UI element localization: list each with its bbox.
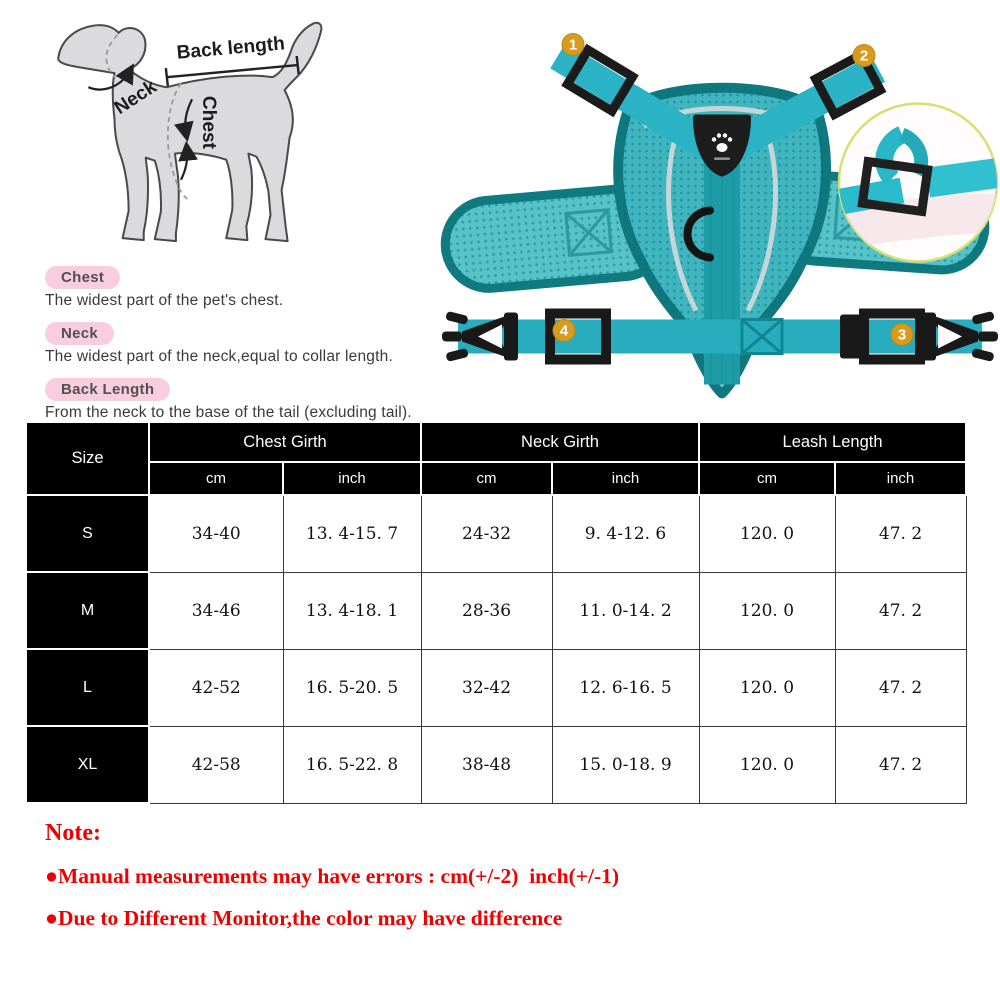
table-row-l (26, 649, 966, 726)
chest-term-badge: Chest (45, 266, 120, 289)
table-row-xl (26, 726, 966, 803)
table-cell: 47. 2 (835, 495, 966, 572)
notes-section (45, 820, 975, 931)
svg-text:3: 3 (897, 326, 907, 344)
chest-label: Chest (198, 95, 220, 149)
table-row-s (26, 495, 966, 572)
size-label: M (26, 572, 149, 649)
table-cell: 120. 0 (699, 726, 835, 803)
table-row-m (26, 572, 966, 649)
strap-keeper (840, 315, 866, 359)
badge-4 (553, 320, 575, 342)
svg-text:4: 4 (559, 322, 569, 340)
subheader-neck-inch: inch (552, 462, 699, 495)
subheader-leash-inch: inch (835, 462, 966, 495)
table-cell: 34-40 (149, 495, 283, 572)
badge-3 (891, 324, 913, 346)
table-cell: 24-32 (421, 495, 552, 572)
size-label: XL (26, 726, 149, 803)
table-cell: 12. 6-16. 5 (552, 649, 699, 726)
table-cell: 47. 2 (835, 726, 966, 803)
table-cell: 13. 4-18. 1 (283, 572, 421, 649)
neck-definition-text: The widest part of the neck,equal to collar length. (45, 348, 393, 365)
back-length-label: Back length (175, 33, 286, 64)
table-cell: 47. 2 (835, 572, 966, 649)
harness-product-image (440, 12, 1000, 402)
note-item-measure-error: ●Manual measurements may have errors : cm(+/-2) inch(+/-1) (45, 864, 620, 888)
note-item-monitor-color: ●Due to Different Monitor,the color may have difference (45, 906, 563, 930)
definition-chest (45, 266, 505, 310)
table-cell: 15. 0-18. 9 (552, 726, 699, 803)
neck-term-badge: Neck (45, 322, 114, 345)
table-cell: 34-46 (149, 572, 283, 649)
col-header-leash-length: Leash Length (699, 422, 966, 462)
back-length-term-badge: Back Length (45, 378, 170, 401)
size-chart-table (25, 421, 967, 804)
table-cell: 11. 0-14. 2 (552, 572, 699, 649)
table-cell: 120. 0 (699, 572, 835, 649)
definition-back-length (45, 378, 505, 422)
dog-measurement-diagram (28, 6, 350, 264)
table-cell: 28-36 (421, 572, 552, 649)
col-header-chest-girth: Chest Girth (149, 422, 421, 462)
col-header-size: Size (26, 422, 149, 495)
table-cell: 38-48 (421, 726, 552, 803)
badge-1 (562, 34, 584, 56)
neck-label: Neck (110, 76, 161, 119)
table-cell: 120. 0 (699, 495, 835, 572)
subheader-neck-cm: cm (421, 462, 552, 495)
size-label: L (26, 649, 149, 726)
table-cell: 42-52 (149, 649, 283, 726)
table-cell: 32-42 (421, 649, 552, 726)
table-cell: 13. 4-15. 7 (283, 495, 421, 572)
svg-text:1: 1 (568, 36, 578, 54)
table-cell: 16. 5-20. 5 (283, 649, 421, 726)
subheader-chest-cm: cm (149, 462, 283, 495)
subheader-chest-inch: inch (283, 462, 421, 495)
buckle-right (922, 311, 998, 362)
definition-neck (45, 322, 505, 366)
note-title: Note: (45, 820, 101, 846)
table-cell: 16. 5-22. 8 (283, 726, 421, 803)
table-cell: 42-58 (149, 726, 283, 803)
table-cell: 9. 4-12. 6 (552, 495, 699, 572)
table-cell: 47. 2 (835, 649, 966, 726)
svg-text:2: 2 (859, 47, 869, 65)
size-label: S (26, 495, 149, 572)
table-cell: 120. 0 (699, 649, 835, 726)
detail-inset-circle (836, 104, 1000, 262)
chest-measure-arrow-up (181, 150, 187, 180)
badge-2 (853, 45, 875, 67)
subheader-leash-cm: cm (699, 462, 835, 495)
col-header-neck-girth: Neck Girth (421, 422, 699, 462)
back-length-definition-text: From the neck to the base of the tail (excluding tail). (45, 404, 412, 421)
measurement-definitions (45, 266, 505, 434)
chest-definition-text: The widest part of the pet's chest. (45, 292, 284, 309)
